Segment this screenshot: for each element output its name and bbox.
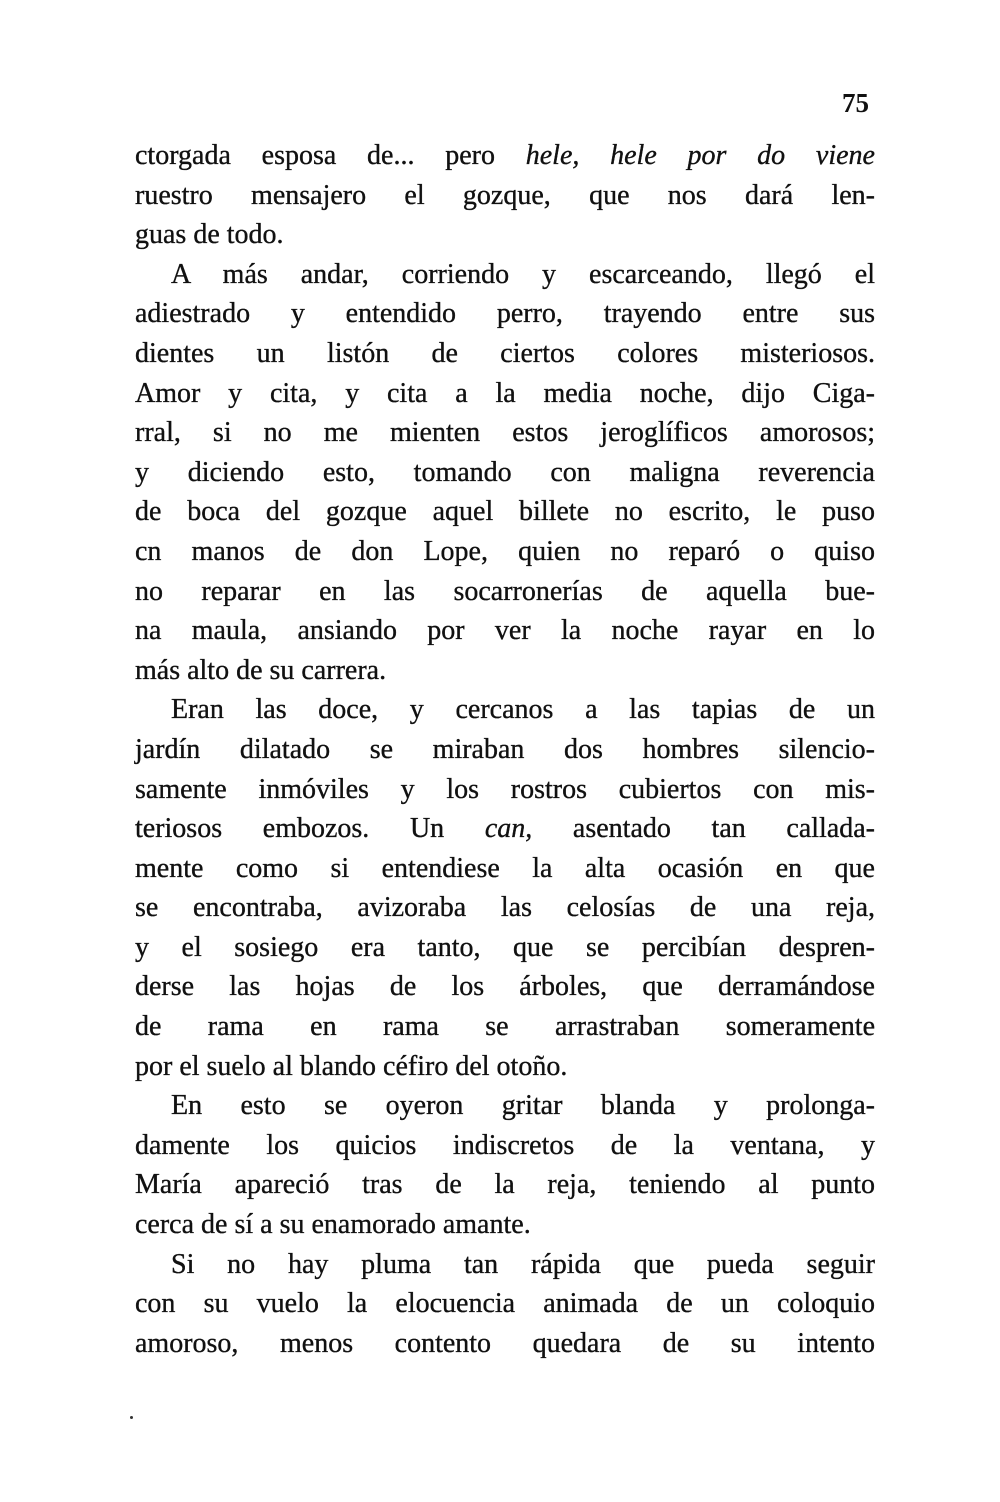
text-line: [135, 1324, 875, 1364]
text-line: [135, 453, 875, 493]
text-line: [135, 1007, 875, 1047]
text-segment: de rama en rama se arrastraban someramente: [135, 1011, 875, 1043]
text-segment: cn manos de don Lope, quien no reparó o quiso: [135, 535, 875, 567]
text-segment: se encontraba, avizoraba las celosías de una reja,: [135, 892, 875, 924]
text-segment: amoroso, menos contento quedara de su intento: [135, 1327, 875, 1359]
text-segment: adiestrado y entendido perro, trayendo entre sus: [135, 298, 875, 330]
body-text: [135, 136, 875, 1363]
text-line: [135, 215, 875, 255]
text-segment: En esto se oyeron gritar blanda y prolonga-: [171, 1090, 875, 1122]
text-segment: Si no hay pluma tan rápida que pueda seguir: [171, 1248, 875, 1280]
text-segment: y diciendo esto, tomando con maligna reverencia: [135, 456, 875, 488]
text-line: [135, 690, 875, 730]
text-line: [135, 928, 875, 968]
text-line: [135, 1047, 875, 1087]
text-segment: más alto de su carrera.: [135, 654, 387, 686]
text-line: [135, 136, 875, 176]
text-segment: dientes un listón de ciertos colores misteriosos.: [135, 337, 875, 369]
text-line: [135, 651, 875, 691]
text-line: [135, 255, 875, 295]
text-line: [135, 374, 875, 414]
text-line: [135, 1205, 875, 1245]
scan-speck: [130, 1416, 133, 1419]
text-segment: de boca del gozque aquel billete no escrito, le puso: [135, 496, 875, 528]
text-segment: damente los quicios indiscretos de la ventana, y: [135, 1129, 875, 1161]
text-segment: rral, si no me mienten estos jeroglíficos amorosos;: [135, 417, 875, 449]
text-line: [135, 294, 875, 334]
text-segment: ctorgada esposa de... pero: [135, 140, 526, 171]
text-segment: guas de todo.: [135, 219, 284, 251]
text-line: [135, 809, 875, 849]
text-line: [135, 176, 875, 216]
text-segment: ruestro mensajero el gozque, que nos dará len-: [135, 179, 875, 211]
text-segment: mente como si entendiese la alta ocasión en que: [135, 852, 875, 884]
text-segment: y el sosiego era tanto, que se percibían despren-: [135, 931, 875, 963]
text-line: [135, 572, 875, 612]
text-line: [135, 1086, 875, 1126]
text-line: [135, 492, 875, 532]
page-number: 75: [842, 88, 869, 118]
text-line: [135, 967, 875, 1007]
italic-text: hele, hele por do viene: [525, 140, 875, 171]
text-segment: Amor y cita, y cita a la media noche, dijo Ciga-: [135, 377, 875, 409]
text-line: [135, 730, 875, 770]
text-line: [135, 334, 875, 374]
text-line: [135, 770, 875, 810]
text-segment: por el suelo al blando céfiro del otoño.: [135, 1050, 568, 1082]
text-segment: con su vuelo la elocuencia animada de un coloquio: [135, 1288, 875, 1320]
italic-text: can,: [484, 813, 533, 845]
text-line: [135, 611, 875, 651]
text-segment: A más andar, corriendo y escarceando, llegó el: [171, 258, 875, 290]
text-segment: asentado tan callada-: [532, 813, 875, 845]
text-line: [135, 1284, 875, 1324]
text-segment: María apareció tras de la reja, teniendo al punto: [135, 1169, 875, 1201]
text-line: [135, 413, 875, 453]
text-line: [135, 1165, 875, 1205]
text-segment: derse las hojas de los árboles, que derramándose: [135, 971, 875, 1003]
text-line: [135, 532, 875, 572]
text-segment: samente inmóviles y los rostros cubiertos con mis-: [135, 773, 875, 805]
text-segment: Eran las doce, y cercanos a las tapias de un: [171, 694, 875, 726]
text-segment: jardín dilatado se miraban dos hombres silencio-: [135, 733, 875, 765]
text-segment: cerca de sí a su enamorado amante.: [135, 1209, 531, 1241]
text-segment: na maula, ansiando por ver la noche rayar en lo: [135, 615, 875, 647]
text-line: [135, 1245, 875, 1285]
text-line: [135, 849, 875, 889]
text-segment: no reparar en las socarronerías de aquella bue-: [135, 575, 875, 607]
text-segment: teriosos embozos. Un: [135, 813, 485, 845]
text-line: [135, 1126, 875, 1166]
text-line: [135, 888, 875, 928]
